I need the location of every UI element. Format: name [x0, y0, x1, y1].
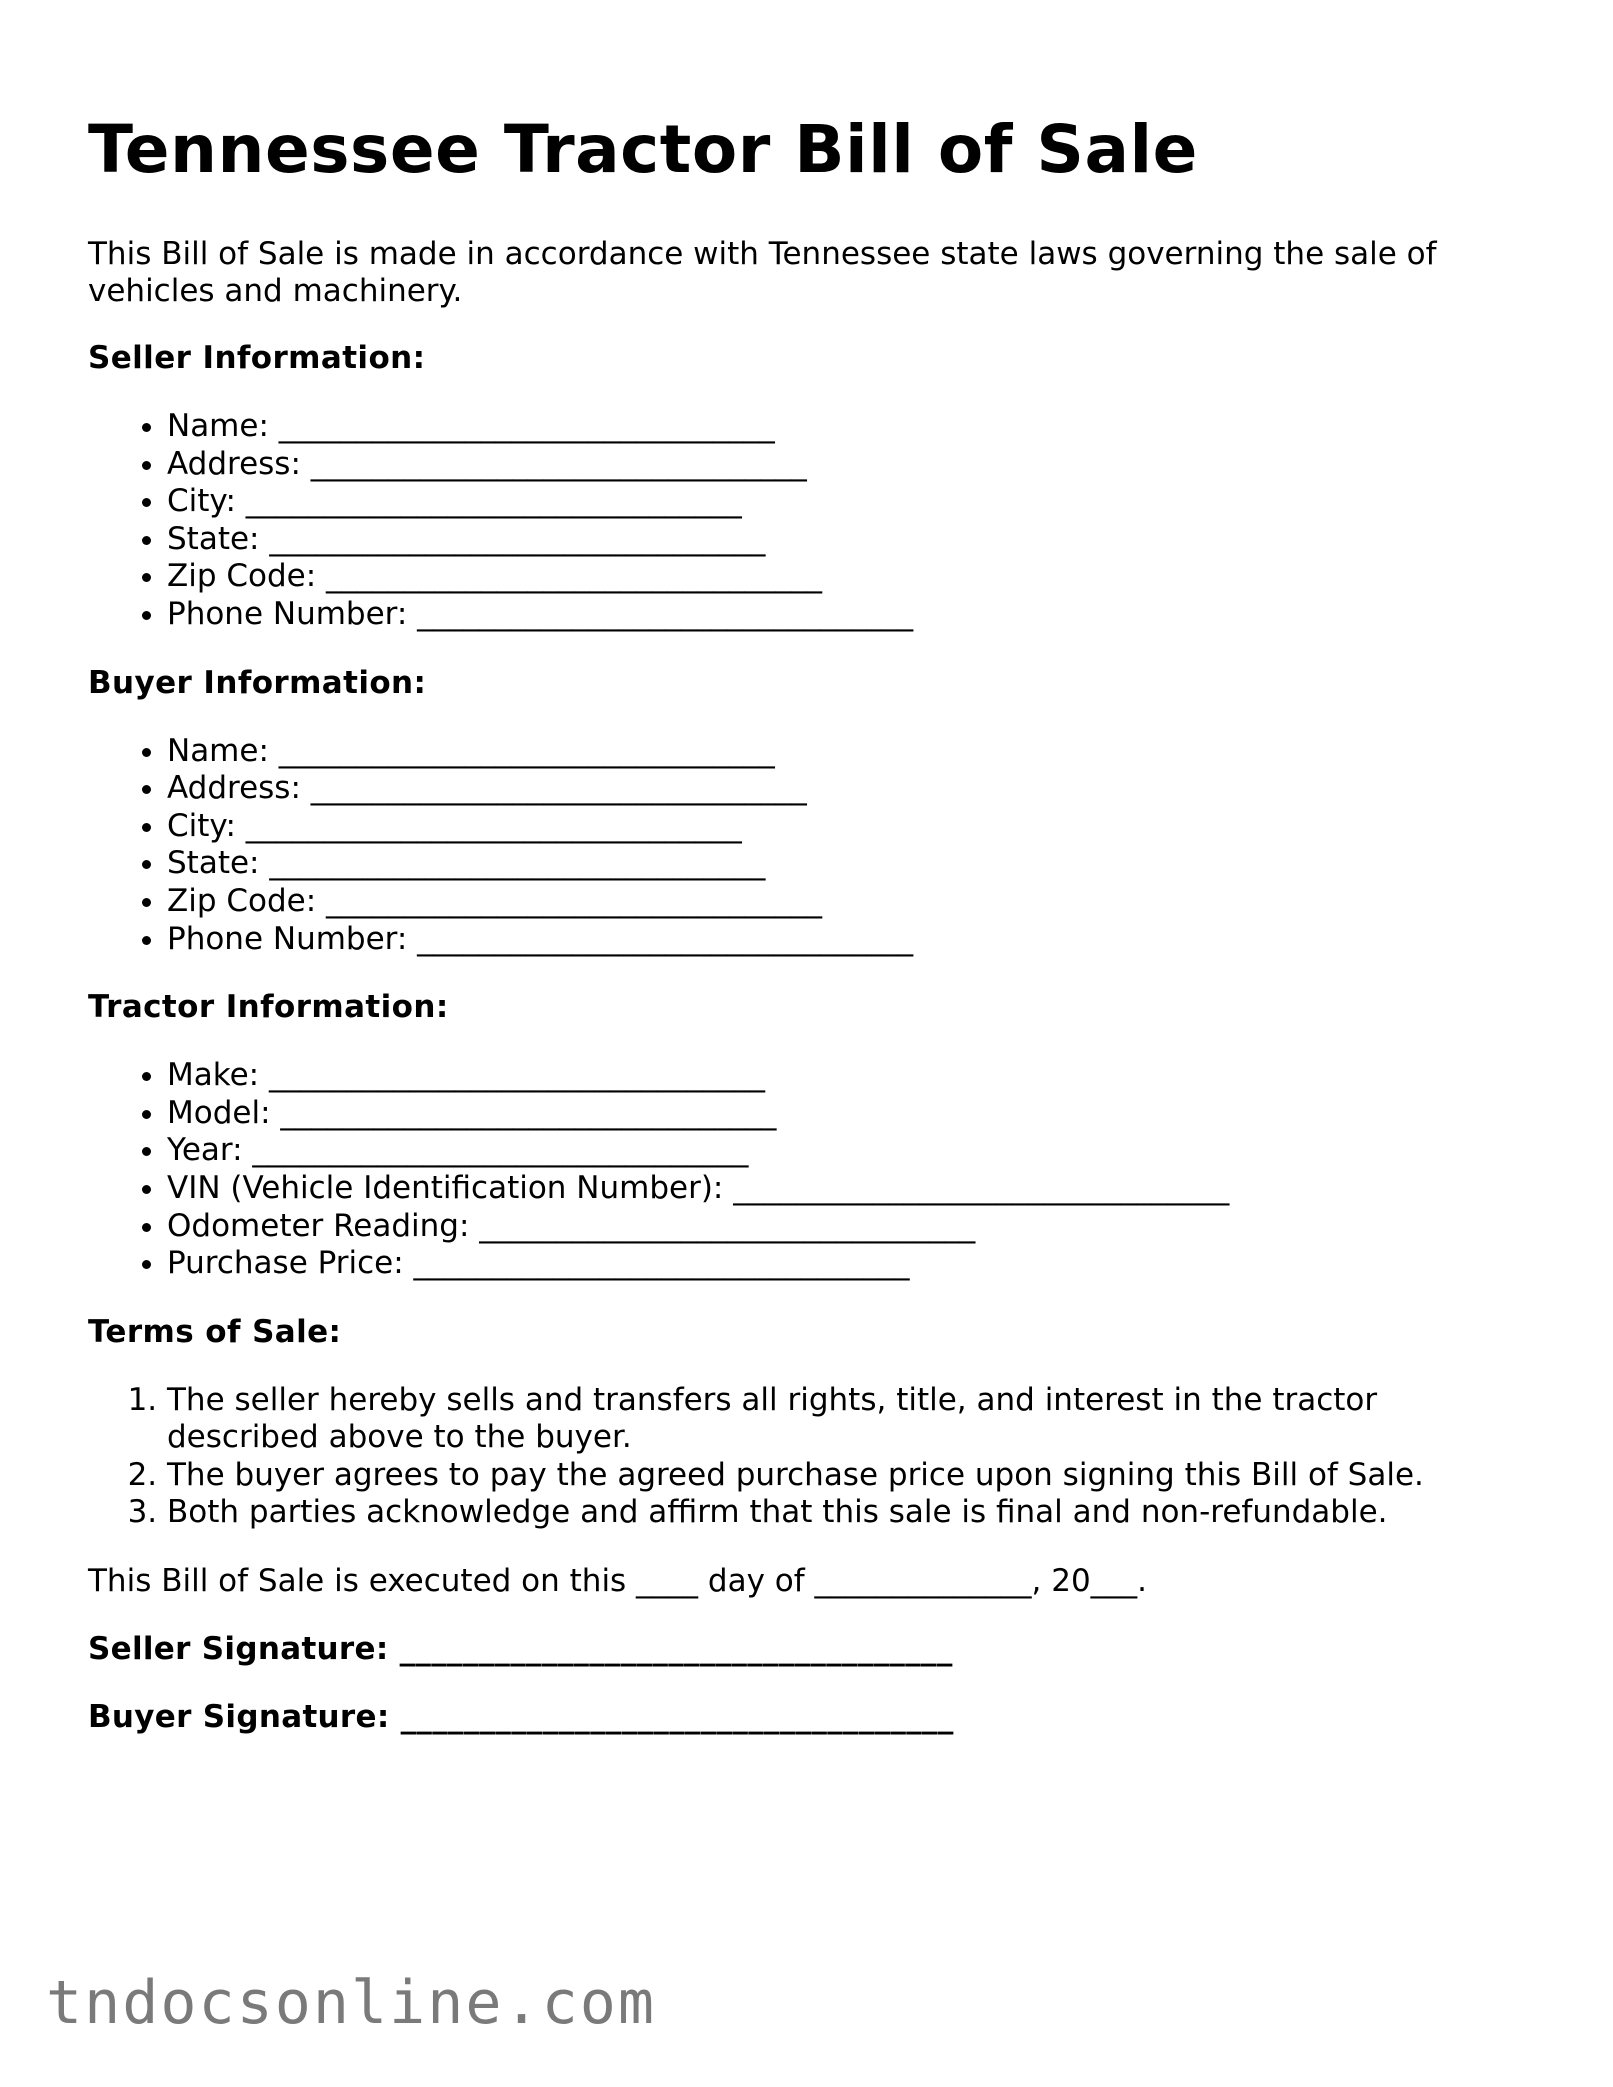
document-title: Tennessee Tractor Bill of Sale [88, 111, 1198, 188]
buyer-signature-line[interactable]: Buyer Signature: ___________________________________ [88, 1699, 954, 1736]
seller-address-field[interactable]: • Address: ________________________________ [167, 446, 1528, 484]
intro-paragraph: This Bill of Sale is made in accordance with Tennessee state laws governing the sale of vehicles and machinery. [88, 236, 1437, 309]
tractor-price-field[interactable]: • Purchase Price: ________________________________ [167, 1245, 1528, 1283]
terms-list [88, 1382, 1528, 1532]
terms-heading: Terms of Sale: [88, 1313, 342, 1350]
seller-phone-field[interactable]: • Phone Number: ________________________________ [167, 596, 1528, 634]
tractor-year-field[interactable]: • Year: ________________________________ [167, 1132, 1528, 1170]
seller-heading: Seller Information: [88, 340, 426, 376]
buyer-phone-field[interactable]: • Phone Number: ________________________________ [167, 921, 1528, 959]
buyer-heading: Buyer Information: [88, 664, 427, 701]
tractor-make-field[interactable]: • Make: ________________________________ [167, 1057, 1528, 1095]
terms-item-payment: 2. The buyer agrees to pay the agreed purchase price upon signing this Bill of Sale. [167, 1457, 1528, 1495]
document-page [88, 108, 1528, 1767]
seller-field-list [88, 408, 1528, 634]
buyer-address-field[interactable]: • Address: ________________________________ [167, 770, 1528, 808]
terms-item-transfer: 1. The seller hereby sells and transfers all rights, title, and interest in the tractor described above to the buyer. [167, 1382, 1528, 1457]
buyer-name-field[interactable]: • Name: ________________________________ [167, 733, 1528, 771]
tractor-model-field[interactable]: • Model: ________________________________ [167, 1095, 1528, 1133]
seller-signature-line[interactable]: Seller Signature: ___________________________________ [88, 1631, 953, 1668]
tractor-vin-field[interactable]: • VIN (Vehicle Identification Number): ________________________________ [167, 1170, 1528, 1208]
terms-item-final: 3. Both parties acknowledge and affirm that this sale is final and non-refundable. [167, 1494, 1528, 1532]
buyer-state-field[interactable]: • State: ________________________________ [167, 845, 1528, 883]
buyer-field-list [88, 733, 1528, 959]
buyer-city-field[interactable]: • City: ________________________________ [167, 808, 1528, 846]
tractor-odometer-field[interactable]: • Odometer Reading: ________________________________ [167, 1208, 1528, 1246]
buyer-zip-field[interactable]: • Zip Code: ________________________________ [167, 883, 1528, 921]
site-watermark: tndocsonline.com [46, 1968, 656, 2038]
seller-zip-field[interactable]: • Zip Code: ________________________________ [167, 558, 1528, 596]
tractor-heading: Tractor Information: [88, 989, 449, 1026]
seller-name-field[interactable]: • Name: ________________________________ [167, 408, 1528, 446]
seller-city-field[interactable]: • City: ________________________________ [167, 483, 1528, 521]
seller-state-field[interactable]: • State: ________________________________ [167, 521, 1528, 559]
execution-date-line[interactable]: This Bill of Sale is executed on this ____ day of ______________, 20___. [88, 1563, 1148, 1600]
tractor-field-list [88, 1057, 1528, 1283]
